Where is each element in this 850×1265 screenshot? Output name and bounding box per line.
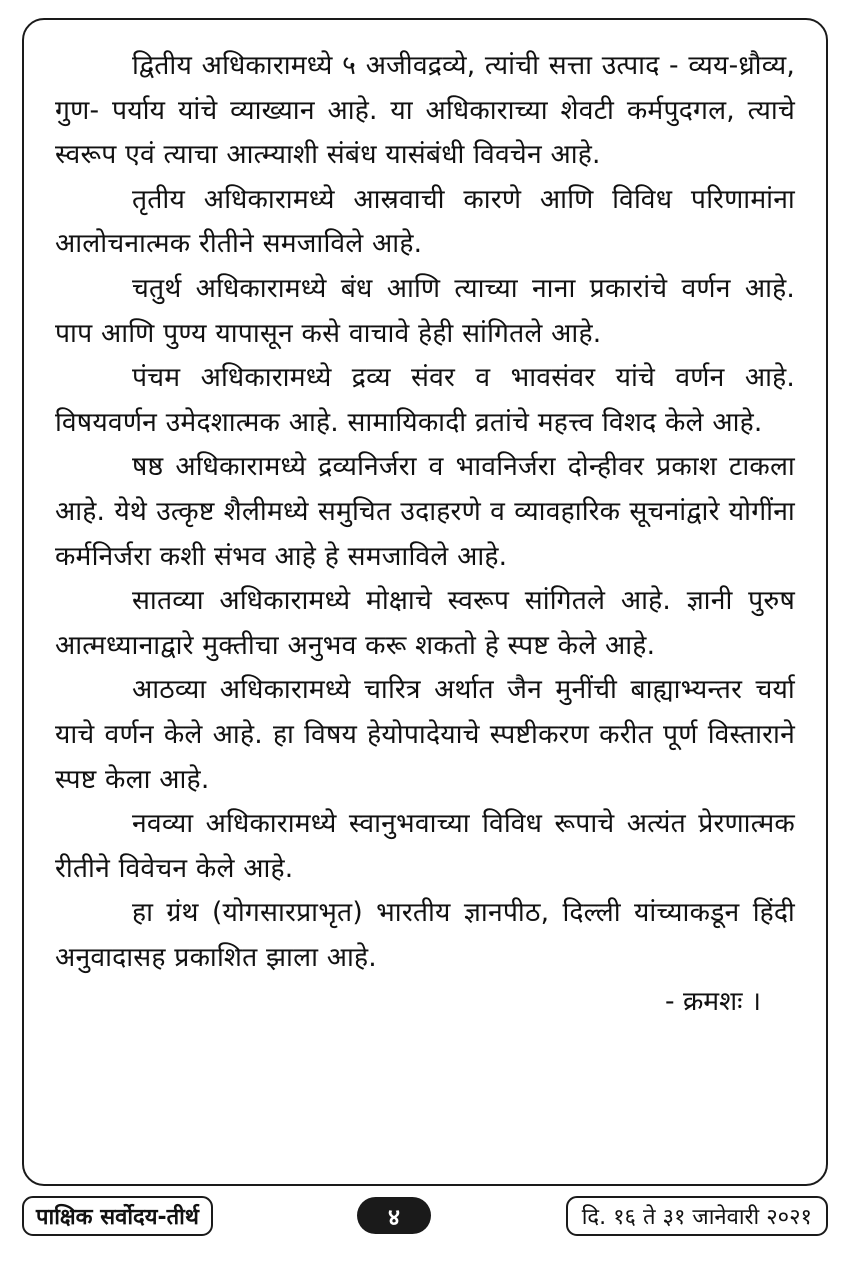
paragraph-1: द्वितीय अधिकारामध्ये ५ अजीवद्रव्ये, त्यांची सत्ता उत्पाद - व्यय-ध्रौव्य, गुण- पर्याय यांचे व्याख्यान आहे. या अधिकाराच्या शेवटी कर्मपुदगल, त्याचे स्वरूप एवं त्याचा आत्म्याशी संबंध यासंबंधी विवचेन आहे. [55, 50, 795, 171]
paragraph-4: पंचम अधिकारामध्ये द्रव्य संवर व भावसंवर यांचे वर्णन आहे. विषयवर्णन उमेदशात्मक आहे. सामायिकादी व्रतांचे महत्त्व विशद केले आहे. [55, 362, 795, 438]
paragraph-5: षष्ठ अधिकारामध्ये द्रव्यनिर्जरा व भावनिर्जरा दोन्हीवर प्रकाश टाकला आहे. येथे उत्कृष्ट शैलीमध्ये समुचित उदाहरणे व व्यावहारिक सूचनांद्वारे योगींना कर्मनिर्जरा कशी संभव आहे हे समजाविले आहे. [55, 451, 795, 572]
continued-note: - क्रमशः । [664, 986, 761, 1018]
page-footer [0, 1196, 850, 1241]
publication-name: पाक्षिक सर्वोदय-तीर्थ [22, 1196, 213, 1236]
paragraph-8: नवव्या अधिकारामध्ये स्वानुभवाच्या विविध रूपाचे अत्यंत प्रेरणात्मक रीतीने विवेचन केले आहे. [55, 808, 795, 884]
paragraph-2: तृतीय अधिकारामध्ये आस्रवाची कारणे आणि विविध परिणामांना आलोचनात्मक रीतीने समजाविले आहे. [55, 183, 795, 260]
issue-date: दि. १६ ते ३१ जानेवारी २०२१ [566, 1196, 828, 1236]
page-number: ४ [357, 1197, 431, 1234]
paragraph-9: हा ग्रंथ (योगसारप्राभृत) भारतीय ज्ञानपीठ, दिल्ली यांच्याकडून हिंदी अनुवादासह प्रकाशित झाला आहे. [55, 897, 795, 973]
paragraph-6: सातव्या अधिकारामध्ये मोक्षाचे स्वरूप सांगितले आहे. ज्ञानी पुरुष आत्मध्यानाद्वारे मुक्तीचा अनुभव करू शकतो हे स्पष्ट केले आहे. [55, 585, 795, 661]
paragraph-7: आठव्या अधिकारामध्ये चारित्र अर्थात जैन मुनींची बाह्याभ्यन्तर चर्या याचे वर्णन केले आहे. हा विषय हेयोपादेयाचे स्पष्टीकरण करीत पूर्ण विस्ताराने स्पष्ट केला आहे. [55, 674, 795, 795]
article-body [55, 44, 795, 1025]
paragraph-3: चतुर्थ अधिकारामध्ये बंध आणि त्याच्या नाना प्रकारांचे वर्णन आहे. पाप आणि पुण्य यापासून कसे वाचावे हेही सांगितले आहे. [55, 272, 795, 349]
